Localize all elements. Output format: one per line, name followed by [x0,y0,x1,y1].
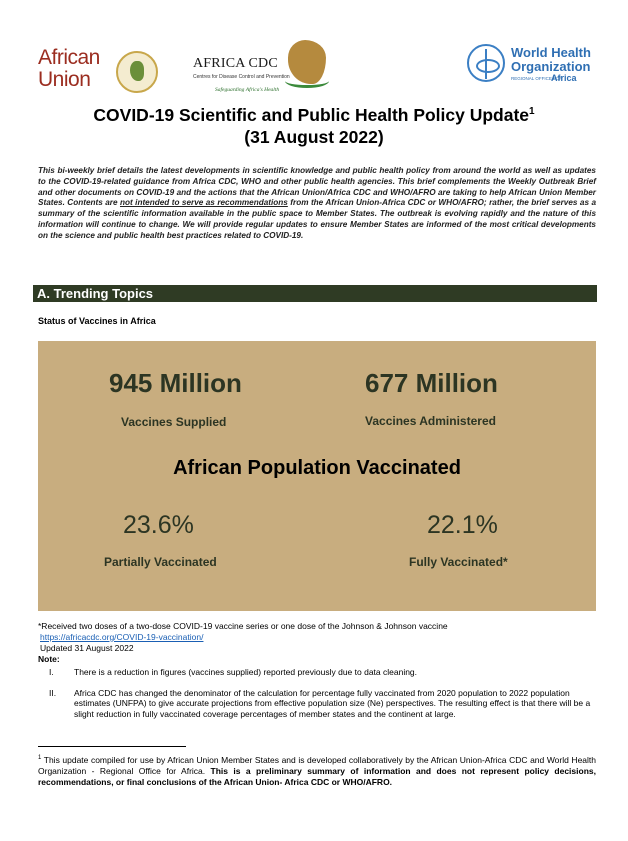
vaccines-administered-value: 677 Million [365,368,498,398]
footnote-text: This update compiled for use by African Union Member States and is developed collaboratively by the African Union-Africa CDC and World Health Organization - Regional Office for Africa. [38,754,596,776]
who-region: REGIONAL OFFICE FOR [511,76,563,81]
african-union-emblem-icon [116,51,158,93]
africa-cdc-tagline: Safeguarding Africa's Health [215,87,280,93]
who-africa: Africa [551,73,577,83]
footnote-divider [38,746,186,747]
african-union-logo [38,43,178,95]
who-emblem-icon [467,44,505,82]
africa-cdc-logo [193,40,333,96]
section-heading-bar [33,285,597,302]
who-name: World Health Organization [511,45,591,74]
intro-part-1: This bi-weekly brief details the latest developments in scientific knowledge and public health policy from around the world as well as updates to the COVID-19-related guidance from Africa CDC, WHO and other public health agencies. This brief complements the Weekly Outbreak Brief and other documents on COVID-19 and the actions that the African Union/Africa CDC and WHO/AFRO are taking to help African Union Member States. Contents are [38,166,596,208]
asterisk-note: *Received two doses of a two-dose COVID-19 vaccine series or one dose of the Johnson & Johnson vaccine [38,621,448,631]
section-subheading: Status of Vaccines in Africa [38,316,156,326]
vaccines-supplied-label: Vaccines Supplied [121,415,227,429]
footnote-bold-text: This is a preliminary summary of information and does not represent policy decisions, recommendations, or final conclusions of the African Union- Africa CDC or WHO/AFRO. [38,765,596,787]
intro-emphasis: not intended to serve as recommendations [119,198,288,208]
section-heading: A. Trending Topics [37,286,154,301]
page-title [0,104,628,126]
note-text: Africa CDC has changed the denominator of the calculation for percentage fully vaccinated from 2020 population to 2022 population estimates (UNFPA) to give accurate projections from effective population size (Ne) perspectives. The resulting effect is that there will be a slight reduction in fully vaccinated coverage percentages of member states and the continent at large. [74,688,591,719]
updated-date: Updated 31 August 2022 [40,643,134,653]
population-vaccinated-heading: African Population Vaccinated [173,457,461,479]
intro-part-2: from the African Union-Africa CDC or WHO/AFRO; rather, the brief serves as a summary of the scientific information available in the public space to Member States. The outbreak is evolving rapidly and the nature of this information will continue to change. We will provide regular updates to ensure Member States are informed of the most critical developments on the science and public health best practices related to COVID-19. [38,198,597,240]
fully-vaccinated-label: Fully Vaccinated* [409,555,508,569]
footnote [38,753,596,788]
footnote-mark: 1 [38,755,42,761]
partially-vaccinated-label: Partially Vaccinated [104,555,217,569]
africa-cdc-subtitle: Centres for Disease Control and Prevention [193,74,290,80]
who-logo [467,42,597,92]
title-line-1: COVID-19 Scientific and Public Health Policy Update [93,105,530,125]
fully-vaccinated-value: 22.1% [427,511,498,539]
vaccines-administered-label: Vaccines Administered [365,414,496,428]
note-label: Note: [38,654,60,664]
note-number: I. [49,667,54,677]
note-number: II. [49,688,57,698]
intro-paragraph [38,166,596,242]
source-link[interactable]: https://africacdc.org/COVID-19-vaccination/ [40,632,204,642]
partially-vaccinated-value: 23.6% [123,511,194,539]
vaccines-supplied-value: 945 Million [109,368,242,398]
african-union-wordmark: African Union [38,46,100,91]
africa-cdc-title: AFRICA CDC [193,56,278,71]
page-date: (31 August 2022) [244,127,384,147]
title-footnote-mark: 1 [529,106,535,118]
vaccine-status-panel [38,341,596,611]
note-text: There is a reduction in figures (vaccines supplied) reported previously due to data cleaning. [74,667,418,677]
